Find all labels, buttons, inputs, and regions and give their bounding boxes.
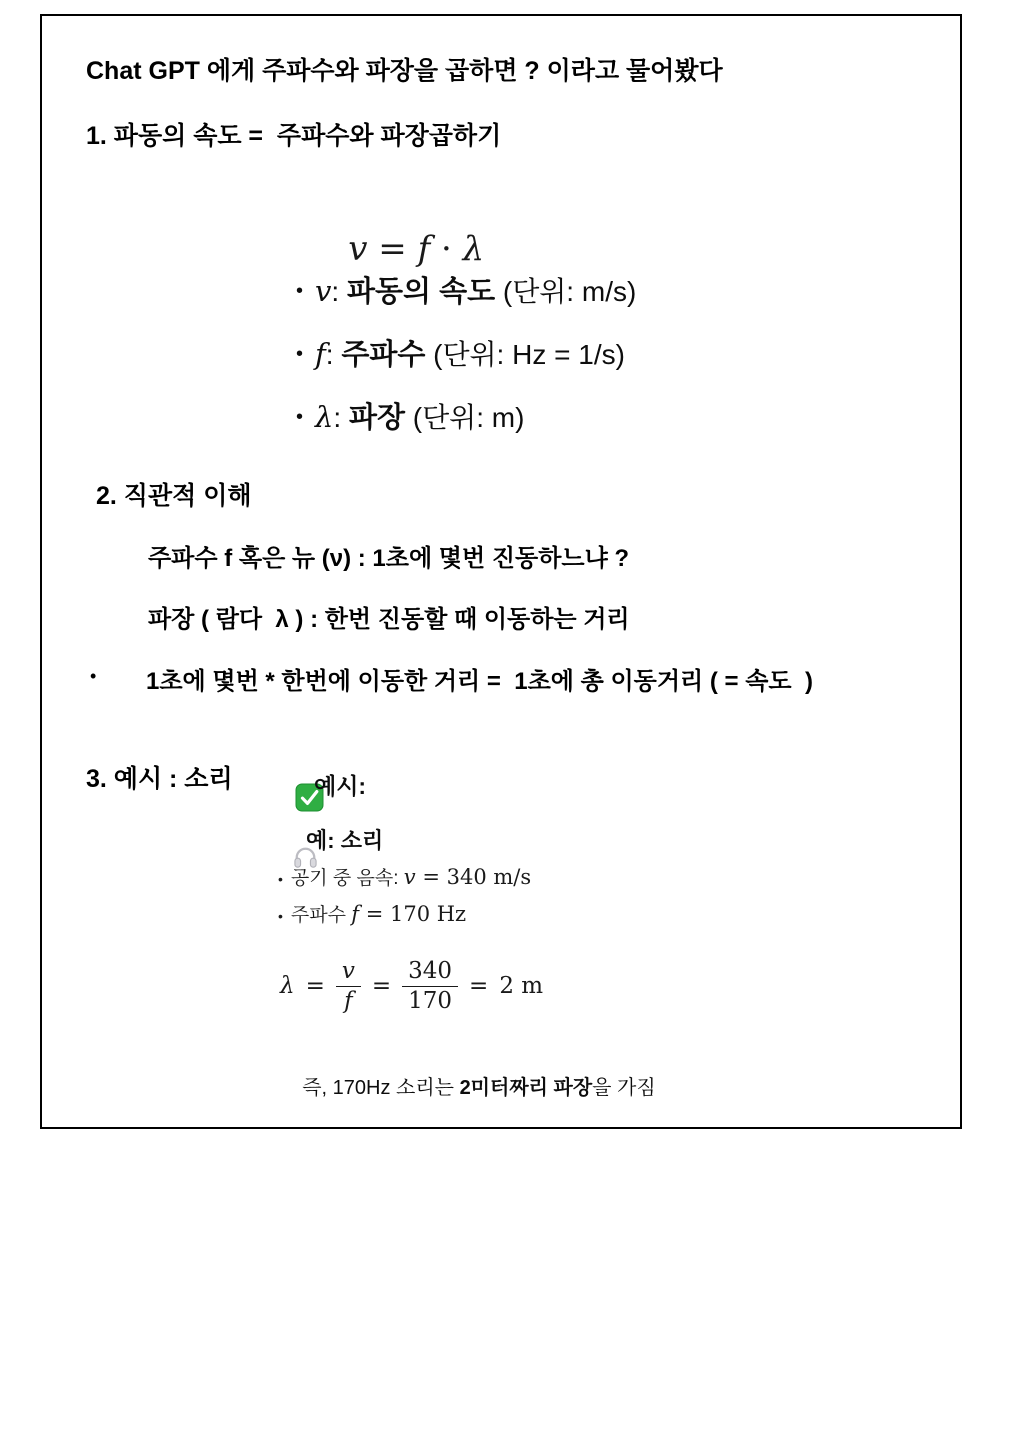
bullet-variable: v (315, 274, 332, 308)
frequency-var: f (351, 902, 360, 926)
frequency-prefix: 주파수 (290, 905, 352, 926)
note-border-frame (40, 14, 962, 1129)
bullet-unit: (단위: m) (405, 402, 525, 433)
bullet-lambda-definition (296, 395, 524, 436)
sound-speed-prefix: 공기 중 음속: (290, 868, 404, 889)
section2-frequency-line: 주파수 f 혹은 뉴 (ν) : 1초에 몇번 진동하느냐 ? (148, 545, 630, 572)
bullet-separator: : (333, 402, 349, 433)
fraction-340-over-170 (402, 958, 458, 1015)
formula-lhs-lambda: λ (280, 973, 295, 1000)
bullet-dot-icon: • (278, 908, 283, 924)
check-icon (277, 765, 306, 794)
headphones-icon (274, 826, 301, 853)
formula-eq2: = (371, 973, 392, 1000)
formula-var-f: f (417, 229, 431, 269)
sound-speed-value: = 340 m/s (415, 865, 532, 889)
bullet-variable: λ (315, 400, 334, 434)
bullet-v-definition (296, 269, 636, 310)
section2-wavelength-line: 파장 ( 람다 λ ) : 한번 진동할 때 이동하는 거리 (148, 606, 630, 633)
fraction-denominator: f (344, 988, 353, 1015)
formula-dot: · (440, 229, 452, 269)
bullet-separator: : (325, 339, 342, 370)
example-label: 예시: (314, 773, 367, 799)
conclusion-line (280, 1048, 656, 1123)
fraction-denominator: 170 (408, 988, 453, 1015)
formula-equals: = (378, 229, 407, 269)
fraction-numerator: 340 (402, 958, 458, 987)
bullet-dot-icon: • (296, 280, 304, 302)
formula-var-v: v (348, 229, 368, 269)
fraction-v-over-f (336, 958, 361, 1015)
bullet-dot-icon: • (296, 343, 304, 365)
fraction-numerator: v (336, 958, 361, 987)
formula-result: 2 m (499, 973, 544, 1000)
conclusion-emphasis: 2미터짜리 파장 (459, 1077, 593, 1099)
conclusion-suffix: 을 가짐 (592, 1077, 656, 1099)
bullet-separator: : (331, 276, 347, 307)
frequency-bullet (278, 900, 466, 927)
bullet-unit: (단위: m/s) (495, 276, 637, 307)
formula-var-lambda: λ (462, 229, 485, 269)
bullet-dot-icon: • (296, 406, 304, 428)
formula-eq3: = (469, 973, 489, 1000)
section3-heading: 3. 예시 : 소리 (86, 765, 233, 793)
bullet-term: 파장 (348, 402, 405, 434)
sound-speed-var: v (403, 865, 416, 889)
bullet-unit: (단위: Hz = 1/s) (425, 339, 625, 370)
bullet-term: 파동의 속도 (346, 276, 496, 308)
bullet-variable: f (315, 337, 326, 371)
sound-speed-bullet (278, 863, 531, 890)
formula-eq1: = (305, 973, 325, 1000)
bullet-f-definition (296, 332, 625, 373)
section2-summary-line: 1초에 몇번 * 한번에 이동한 거리 = 1초에 총 이동거리 ( = 속도 ) (146, 668, 813, 695)
wavelength-formula (280, 958, 543, 1015)
section1-heading: 1. 파동의 속도 = 주파수와 파장곱하기 (86, 122, 502, 150)
bullet-term: 주파수 (341, 339, 426, 371)
conclusion-prefix: 즉, 170Hz 소리는 (302, 1077, 460, 1099)
bullet-dot-icon: • (278, 871, 283, 887)
section2-bullet-dot-icon: • (90, 666, 97, 686)
example-heading: 예: 소리 (306, 828, 384, 853)
section2-heading: 2. 직관적 이해 (96, 482, 252, 510)
note-title: Chat GPT 에게 주파수와 파장을 곱하면 ? 이라고 물어봤다 (86, 57, 723, 85)
frequency-value: = 170 Hz (359, 902, 467, 926)
